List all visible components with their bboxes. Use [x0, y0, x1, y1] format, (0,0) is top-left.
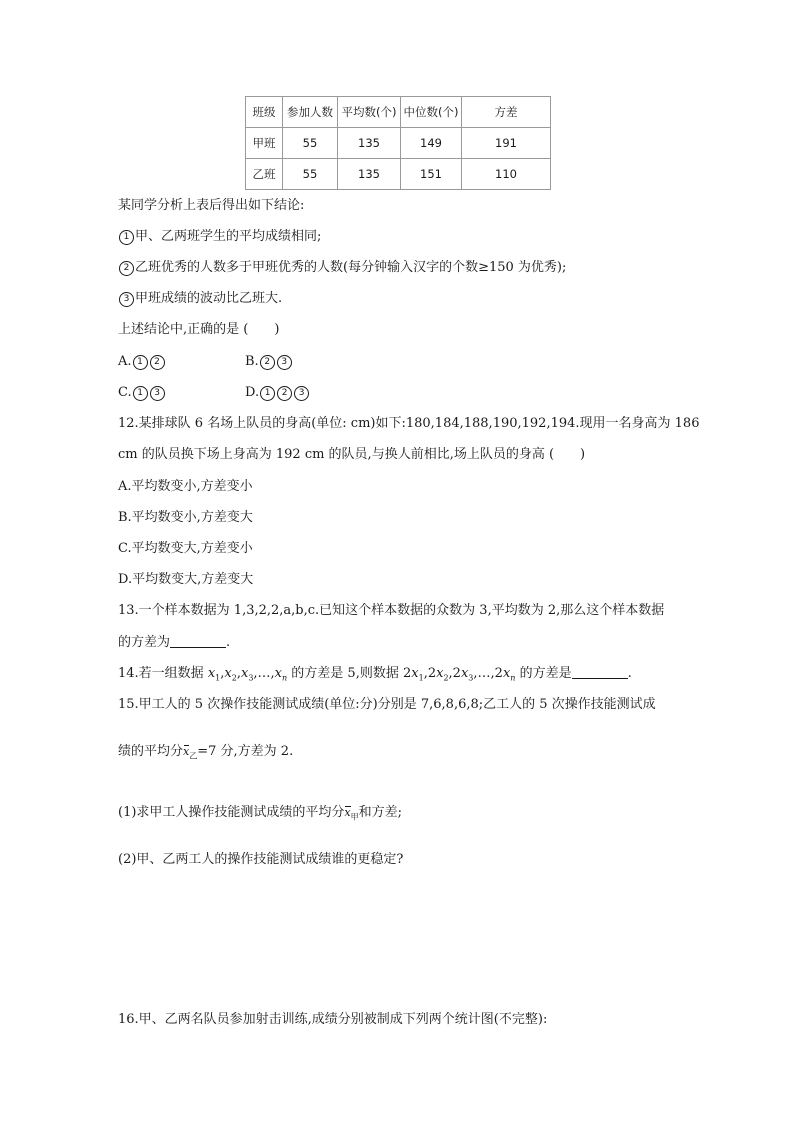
- q12-option-c: C.平均数变大,方差变小: [118, 541, 253, 556]
- table-cell: 110: [462, 159, 551, 190]
- q12-option-a: A.平均数变小,方差变小: [118, 479, 253, 494]
- table-cell: 191: [462, 128, 551, 159]
- q11-conclusion-1: 1 甲、乙两班学生的平均成绩相同;: [118, 227, 321, 247]
- q15-line-1: 15.甲工人的 5 次操作技能测试成绩(单位:分)分别是 7,6,8,6,8;乙工人的 5 次操作技能测试成: [118, 697, 656, 712]
- table-cell: 乙班: [246, 159, 283, 190]
- q11-options-row-1: [118, 352, 418, 372]
- option-b: B. 2 3: [245, 352, 293, 372]
- q11-conclusion-2: 2 乙班优秀的人数多于甲班优秀的人数(每分钟输入汉字的个数≥150 为优秀);: [118, 258, 566, 278]
- q11-intro: 某同学分析上表后得出如下结论:: [118, 198, 305, 213]
- table-header-row: [246, 97, 551, 128]
- option-d: D. 1 2 3: [245, 383, 310, 403]
- q11-question: 上述结论中,正确的是 ( ): [118, 322, 280, 337]
- answer-blank: [170, 633, 226, 648]
- table-header: 平均数(个): [338, 97, 401, 128]
- table-cell: 149: [401, 128, 462, 159]
- q15-line-2: 绩的平均分$x_乙=7$ 分,方差为 2.: [118, 744, 294, 761]
- q14-line: 14.若一组数据 $x_1,x_2,x_3,\dots,x_n$ 的方差是 5,则数据 $2x_1,2x_2,2x_3,\dots,2x_n$ 的方差是 .: [118, 666, 632, 683]
- answer-blank: [572, 664, 628, 679]
- q11-options-row-2: [118, 383, 418, 403]
- q11-conclusion-3: 3 甲班成绩的波动比乙班大.: [118, 289, 282, 309]
- table-row: [246, 128, 551, 159]
- q12-line-2: cm 的队员换下场上身高为 192 cm 的队员,与换人前相比,场上队员的身高 ( ): [118, 447, 586, 462]
- option-c: C. 1 3: [118, 385, 166, 400]
- table-header: 中位数(个): [401, 97, 462, 128]
- circled-number: 2: [119, 261, 134, 276]
- q12-line-1: 12.某排球队 6 名场上队员的身高(单位: cm)如下:180,184,188,190,192,194.现用一名身高为 186: [118, 416, 700, 431]
- q15-part-1: (1)求甲工人操作技能测试成绩的平均分$x_甲$和方差;: [118, 805, 403, 822]
- table-cell: 55: [283, 128, 338, 159]
- q13-line-2: 的方差为 .: [118, 635, 231, 650]
- circled-number: 1: [119, 230, 134, 245]
- table-cell: 151: [401, 159, 462, 190]
- table-header: 班级: [246, 97, 283, 128]
- q12-option-b: B.平均数变小,方差变大: [118, 510, 253, 525]
- table-header: 参加人数: [283, 97, 338, 128]
- option-a: A. 1 2: [118, 354, 166, 369]
- q12-option-d: D.平均数变大,方差变大: [118, 572, 254, 587]
- table-cell: 55: [283, 159, 338, 190]
- table-header: 方差: [462, 97, 551, 128]
- mean-symbol: x: [183, 745, 190, 758]
- mean-symbol: x: [344, 806, 351, 819]
- q16-line-1: 16.甲、乙两名队员参加射击训练,成绩分别被制成下列两个统计图(不完整):: [118, 1012, 548, 1027]
- circled-number: 3: [119, 292, 134, 307]
- q15-part-2: (2)甲、乙两工人的操作技能测试成绩谁的更稳定?: [118, 852, 404, 867]
- score-table: [245, 96, 551, 190]
- table-cell: 甲班: [246, 128, 283, 159]
- table-cell: 135: [338, 159, 401, 190]
- table-cell: 135: [338, 128, 401, 159]
- q13-line-1: 13.一个样本数据为 1,3,2,2,a,b,c.已知这个样本数据的众数为 3,平均数为 2,那么这个样本数据: [118, 603, 665, 618]
- table-row: [246, 159, 551, 190]
